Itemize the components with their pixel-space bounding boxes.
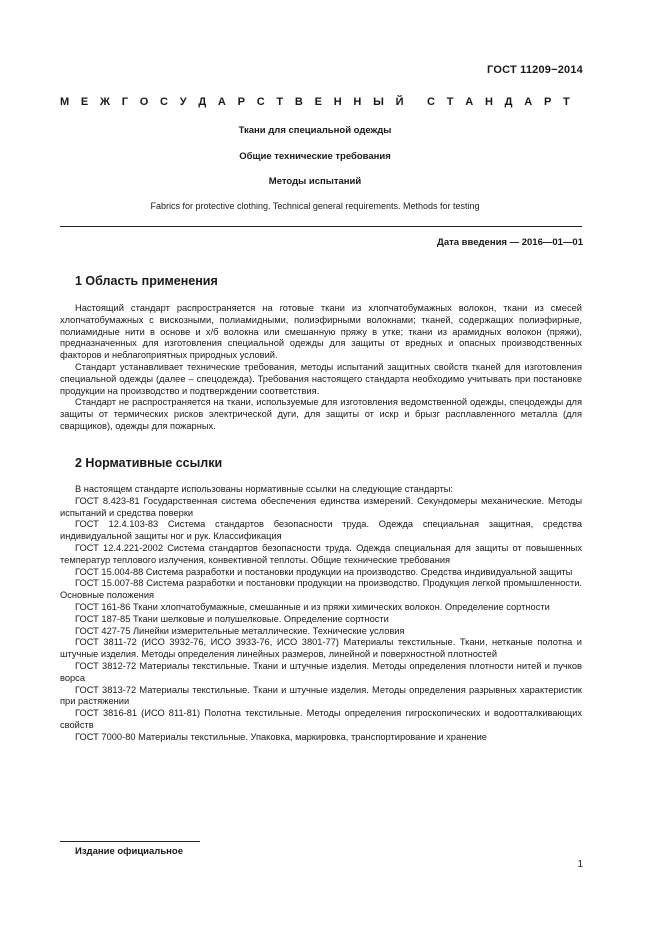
section-1-body: [60, 303, 582, 433]
paragraph: В настоящем стандарте использованы нормативные ссылки на следующие стандарты:: [75, 484, 454, 494]
reference-item: ГОСТ 427-75 Линейки измерительные металлические. Технические условия: [75, 625, 405, 636]
title-letter: Н: [333, 96, 342, 108]
title-letter: Д: [504, 96, 513, 108]
reference-item: ГОСТ 3816-81 (ИСО 811-81) Полотна текстильные. Методы определения гигроскопических и водоотталкивающих свойств: [60, 708, 582, 730]
reference-item: ГОСТ 15.007-88 Система разработки и постановки продукции на производство. Продукция легкой промышленности. Основные положения: [60, 578, 582, 601]
reference-item: ГОСТ 15.004-88 Система разработки и постановки продукции на производство. Средства индивидуальной защиты: [75, 566, 573, 577]
reference-item: ГОСТ 8.423-81 Государственная система обеспечения единства измерений. Секундомеры механические. Методы испытаний и средства поверки: [60, 495, 582, 518]
title-letter: О: [139, 96, 149, 108]
title-letter: С: [160, 96, 168, 108]
section-1-heading: 1 Область применения: [75, 274, 218, 288]
section-2-body: [60, 484, 582, 744]
page-number: 1: [577, 859, 583, 870]
reference-item: ГОСТ 7000-80 Материалы текстильные. Упаковка, маркировка, транспортирование и хранение: [75, 731, 487, 742]
title-letter: С: [427, 96, 435, 108]
paragraph: Стандарт не распространяется на ткани, используемые для изготовления ведомственной одежды, спецодежды для защиты от термических рисков электрической дуги, для защиты от искр и брызг расплавленного металла (для сварщиков), одежды для пожарных.: [60, 397, 582, 431]
title-letter: Р: [543, 96, 552, 108]
document-number: ГОСТ 11209−2014: [487, 64, 583, 76]
title-line-2: Общие технические требования: [239, 151, 391, 162]
title-letter: У: [179, 96, 187, 108]
reference-item: ГОСТ 3811-72 (ИСО 3932-76, ИСО 3933-76, ИСО 3801-77) Материалы текстильные. Ткани, нетканые полотна и штучные изделия. Методы определения линейных размеров, линейной и поверхностной плотностей: [60, 637, 582, 660]
title-letter: М: [60, 96, 70, 108]
interstate-standard-title: [60, 96, 570, 108]
title-letter: Й: [395, 96, 404, 108]
english-title: Fabrics for protective clothing. Technical general requirements. Methods for testing: [150, 201, 480, 211]
introduction-date: Дата введения — 2016—01—01: [437, 237, 583, 248]
title-letter: Р: [237, 96, 245, 108]
reference-item: ГОСТ 3812-72 Материалы текстильные. Ткани и штучные изделия. Методы определения плотности нитей и пучков ворса: [60, 660, 582, 683]
title-letter: Ж: [100, 96, 110, 108]
title-letter: А: [217, 96, 226, 108]
title-letter: Е: [314, 96, 322, 108]
title-letter: Н: [353, 96, 362, 108]
title-letter: Е: [80, 96, 89, 108]
reference-item: ГОСТ 187-85 Ткани шелковые и полушелковые. Определение сортности: [75, 613, 389, 624]
reference-item: ГОСТ 12.4.103-83 Система стандартов безопасности труда. Одежда специальная защитная, средства индивидуальной защиты ног и рук. Классификация: [60, 519, 582, 542]
title-letter: А: [524, 96, 533, 108]
reference-item: ГОСТ 12.4.221-2002 Система стандартов безопасности труда. Одежда специальная для защиты от повышенных температур теплового излучения, конвективной теплоты. Общие технические требования: [60, 542, 582, 565]
title-letter: В: [294, 96, 303, 108]
title-letter: Т: [563, 96, 570, 108]
reference-item: ГОСТ 3813-72 Материалы текстильные. Ткани и штучные изделия. Методы определения разрывных характеристик при растяжении: [60, 684, 582, 707]
title-letter: А: [465, 96, 474, 108]
title-letter: Г: [121, 96, 128, 108]
title-line-3: Методы испытаний: [268, 176, 362, 187]
title-letter: С: [256, 96, 265, 108]
title-letter: Н: [484, 96, 493, 108]
title-letter: Д: [198, 96, 207, 108]
reference-item: ГОСТ 161-86 Ткани хлопчатобумажные, смешанные и из пряжи химических волокон. Определение сортности: [75, 601, 550, 612]
title-letter: Ы: [373, 96, 384, 108]
official-edition-label: Издание официальное: [75, 846, 183, 857]
paragraph: Настоящий стандарт распространяется на готовые ткани из хлопчатобумажных волокон, ткани из смесей хлопчатобумажных с вискозными, полиамидными, полиэфирными волокнами; тканей, содержащих полиэфирные, полиамидные нити в основе и х/б волокна или смешанную пряжу в утке; ткани из арамидных волокон (пряжи), предназначенных для изготовления специальной одежды для защиты от вредных и опасных производственных факторов и неблагоприятных природных условий.: [60, 303, 582, 361]
footer-divider: [60, 841, 200, 842]
title-letter: Т: [276, 96, 284, 108]
title-line-1: Ткани для специальной одежды: [238, 125, 392, 136]
top-divider: [60, 226, 582, 227]
paragraph: Стандарт устанавливает технические требования, методы испытаний защитных свойств тканей для изготовления специальной одежды (далее – спецодежда). Требования настоящего стандарта необходимо учитывать при постановке продукции на производство и подтверждении соответствия.: [60, 361, 582, 396]
section-2-heading: 2 Нормативные ссылки: [75, 456, 223, 470]
title-letter: Т: [446, 96, 454, 108]
